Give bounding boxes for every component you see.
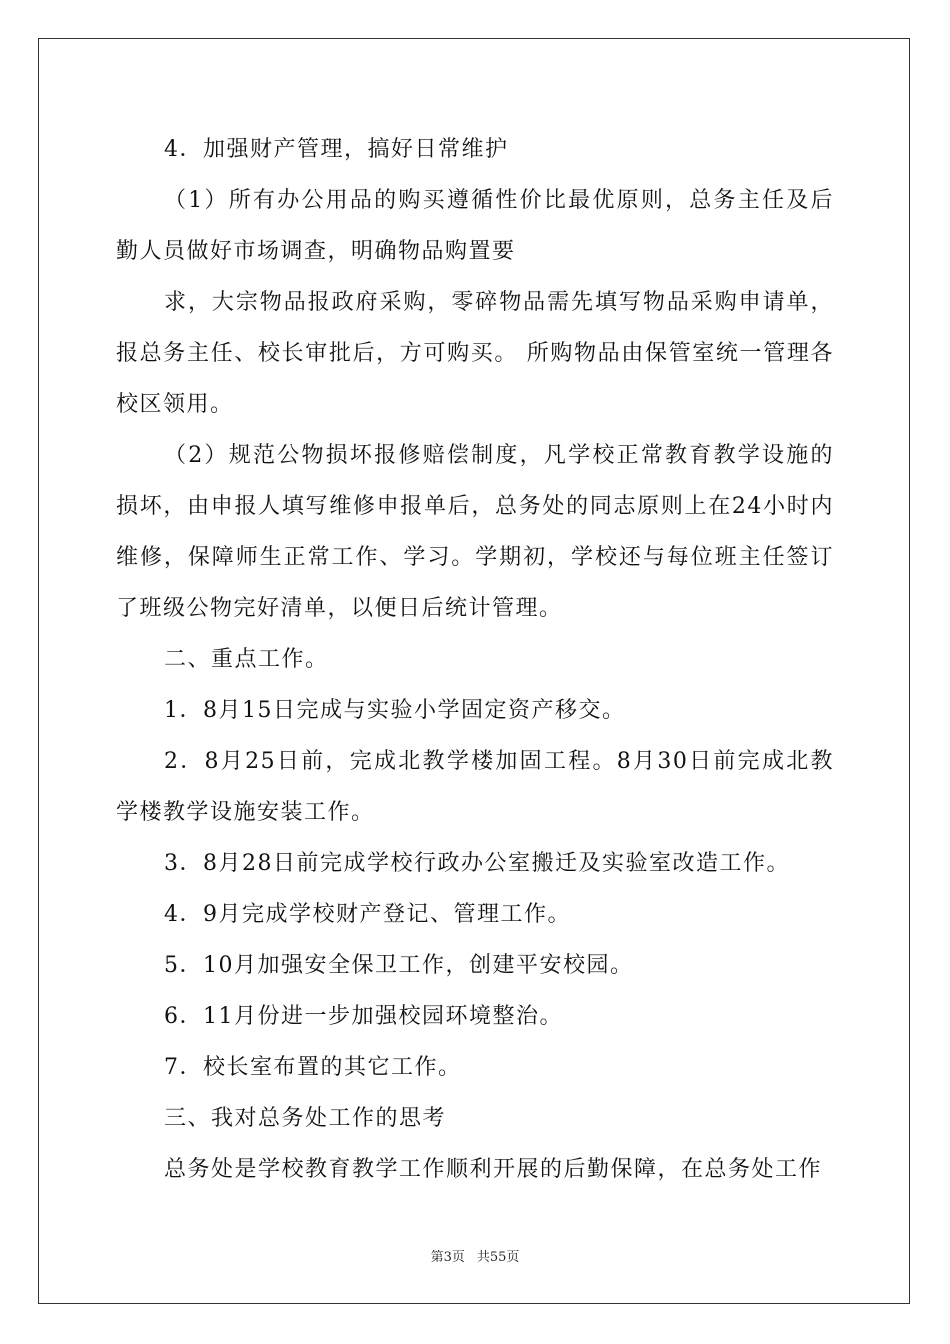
section-heading: 三、我对总务处工作的思考 — [164, 1106, 447, 1131]
document-body — [116, 124, 834, 1195]
list-item: 1．8月15日完成与实验小学固定资产移交。 — [164, 698, 626, 723]
list-item: 2．8月25日前，完成北教学楼加固工程。8月30日前完成北教学楼教学设施安装工作。 — [116, 749, 834, 825]
list-item: 5．10月加强安全保卫工作，创建平安校园。 — [164, 953, 634, 978]
paragraph: 总务处是学校教育教学工作顺利开展的后勤保障，在总务处工作 — [164, 1157, 823, 1182]
section-heading: 二、重点工作。 — [164, 647, 329, 672]
page-total: 共55页 — [476, 1250, 520, 1265]
list-item: 4．9月完成学校财产登记、管理工作。 — [164, 902, 571, 927]
paragraph: 求，大宗物品报政府采购，零碎物品需先填写物品采购申请单，报总务主任、校长审批后，方可购买。 所购物品由保管室统一管理各校区领用。 — [116, 290, 834, 417]
list-item: 3．8月28日前完成学校行政办公室搬迁及实验室改造工作。 — [164, 851, 790, 876]
paragraph: 4．加强财产管理，搞好日常维护 — [164, 137, 509, 162]
page-number: 第3页 — [430, 1250, 465, 1265]
paragraph: （1）所有办公用品的购买遵循性价比最优原则，总务主任及后勤人员做好市场调查，明确物品购置要 — [116, 188, 834, 264]
list-item: 6．11月份进一步加强校园环境整治。 — [164, 1004, 563, 1029]
paragraph: （2）规范公物损坏报修赔偿制度，凡学校正常教育教学设施的损坏，由申报人填写维修申报单后，总务处的同志原则上在24小时内维修，保障师生正常工作、学习。学期初，学校还与每位班主任签订了班级公物完好清单，以便日后统计管理。 — [116, 443, 834, 621]
list-item: 7．校长室布置的其它工作。 — [164, 1055, 462, 1080]
page-footer — [0, 1246, 950, 1265]
